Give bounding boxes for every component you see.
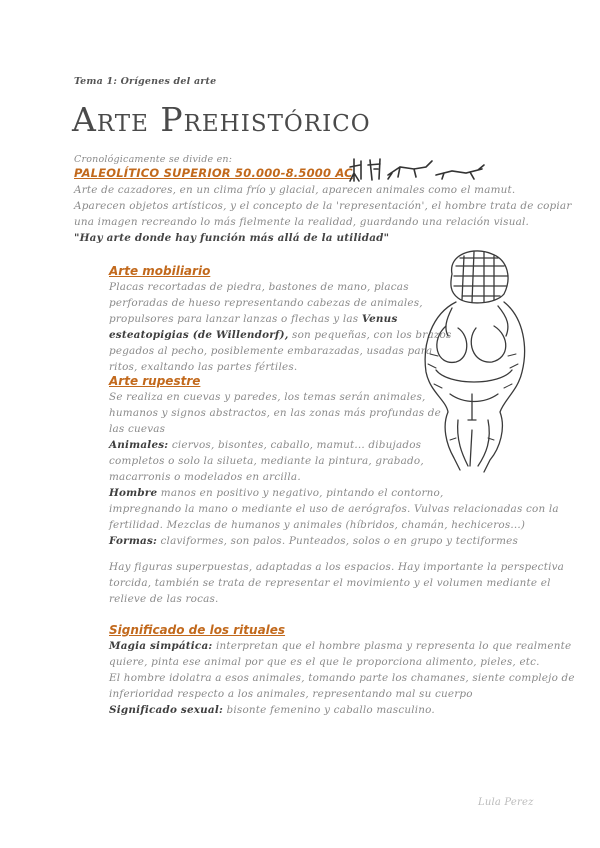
section-heading-rupestre: Arte rupestre <box>109 374 201 388</box>
figuras-text <box>109 559 564 607</box>
venus-of-willendorf-illustration <box>412 244 532 479</box>
intro-line-2: Aparecen objetos artísticos, y el concepto de la 'representación', el hombre trata de copiar <box>74 200 572 212</box>
rupestre-line-10: Formas: claviformes, son palos. Punteados, solos o en grupo y tectiformes <box>109 535 519 547</box>
mobiliario-line-6: ritos, exaltando las partes fértiles. <box>109 361 298 373</box>
period-heading: PALEOLÍTICO SUPERIOR 50.000-8.5000 AC <box>74 166 353 180</box>
author-signature: Lula Perez <box>478 797 534 808</box>
section-heading-mobiliario: Arte mobiliario <box>109 264 211 278</box>
rupestre-line-1: Se realiza en cuevas y paredes, los temas serán animales, <box>109 391 426 403</box>
rupestre-line-9: fertilidad. Mezclas de humanos y animales (híbridos, chamán, hechiceros...) <box>109 519 526 531</box>
magia-keyword: Magia simpática: <box>109 640 213 652</box>
topic-label: Tema 1: Orígenes del arte <box>74 76 217 87</box>
hombre-keyword: Hombre <box>109 487 158 499</box>
figuras-line-3: relieve de las rocas. <box>109 593 219 605</box>
mobiliario-line-3: propulsores para lanzar lanzas o flechas y las Venus <box>109 313 398 325</box>
quote: "Hay arte donde hay función más allá de la utilidad" <box>74 232 390 244</box>
mobiliario-line-1: Placas recortadas de piedra, bastones de mano, placas <box>109 281 409 293</box>
cave-painting-figures-icon <box>348 155 488 185</box>
rupestre-line-6: macarronis o modelados en arcilla. <box>109 471 301 483</box>
rituales-text <box>109 638 575 718</box>
formas-keyword: Formas: <box>109 535 158 547</box>
animales-keyword: Animales: <box>109 439 169 451</box>
page-title: Arte Prehistórico <box>72 100 371 139</box>
rupestre-line-4: Animales: ciervos, bisontes, caballo, mamut... dibujados <box>109 439 422 451</box>
rupestre-line-8: impregnando la mano o mediante el uso de aerógrafos. Vulvas relacionadas con la <box>109 503 559 515</box>
section-heading-rituales: Significado de los rituales <box>109 623 286 637</box>
venus-keyword-2: esteatopigias (de Willendorf), <box>109 329 289 341</box>
rituales-line-3: El hombre idolatra a esos animales, tomando parte los chamanes, siente complejo de <box>109 672 575 684</box>
rituales-line-1: Magia simpática: interpretan que el hombre plasma y representa lo que realmente <box>109 640 572 652</box>
rupestre-line-5: completos o solo la silueta, mediante la pintura, grabado, <box>109 455 424 467</box>
rituales-line-4: inferioridad respecto a los animales, representando mal su cuerpo <box>109 688 473 700</box>
figuras-line-1: Hay figuras superpuestas, adaptadas a los espacios. Hay importante la perspectiva <box>109 561 565 573</box>
rituales-line-2: quiere, pinta ese animal por que es el que le proporciona alimento, pieles, etc. <box>109 656 540 668</box>
intro-line-3: una imagen recreando lo más fielmente la realidad, guardando una relación visual. <box>74 216 530 228</box>
rupestre-line-3: las cuevas <box>109 423 166 435</box>
mobiliario-line-4: esteatopigias (de Willendorf), son pequeñas, con los brazos <box>109 329 452 341</box>
figuras-line-2: torcida, también se trata de representar el movimiento y el volumen mediante el <box>109 577 551 589</box>
rupestre-line-7: Hombre manos en positivo y negativo, pintando el contorno, <box>109 487 444 499</box>
mobiliario-text <box>109 279 452 375</box>
chronology-label: Cronológicamente se divide en: <box>74 154 233 165</box>
rupestre-line-2: humanos y signos abstractos, en las zonas más profundas de <box>109 407 441 419</box>
mobiliario-line-2: perforadas de hueso representando cabezas de animales, <box>109 297 423 309</box>
venus-keyword: Venus <box>361 313 398 325</box>
mobiliario-line-5: pegados al pecho, posiblemente embarazadas, usadas para <box>109 345 433 357</box>
sexual-keyword: Significado sexual: <box>109 704 224 716</box>
intro-line-1: Arte de cazadores, en un clima frío y glacial, aparecen animales como el mamut. <box>74 184 516 196</box>
rituales-line-5: Significado sexual: bisonte femenino y caballo masculino. <box>109 704 435 716</box>
intro-text <box>74 182 571 246</box>
